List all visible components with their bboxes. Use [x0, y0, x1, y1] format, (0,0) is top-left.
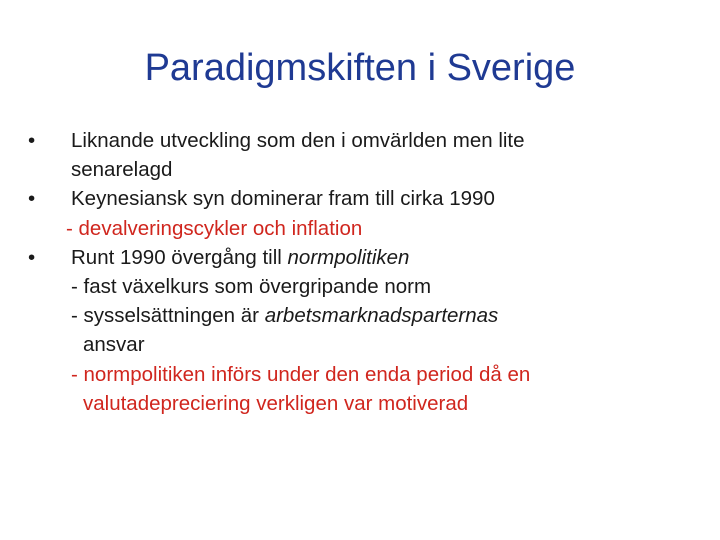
bullet-item-1-line-2 [28, 155, 688, 184]
bullet-icon [28, 243, 48, 272]
subpoint-text: - devalveringscykler och inflation [66, 216, 363, 240]
bullet-item-3-subline-3 [28, 360, 688, 389]
bullet-list [28, 126, 688, 418]
bullet-text: Runt 1990 övergång till [71, 245, 288, 269]
bullet-item-3-subline-2 [28, 301, 688, 330]
bullet-item-3-subline-1 [28, 272, 688, 301]
bullet-item-1-line-1 [28, 126, 688, 155]
bullet-item-2-subline [28, 214, 688, 243]
bullet-icon [28, 184, 48, 213]
slide-title: Paradigmskiften i Sverige [144, 47, 576, 89]
subpoint-text: - fast växelkurs som övergripande norm [71, 274, 432, 298]
emphasis-text: arbetsmarknadsparternas [264, 304, 499, 328]
subpoint-text: ansvar [83, 333, 145, 357]
emphasis-text: normpolitiken [287, 245, 410, 269]
bullet-text: Keynesiansk syn dominerar fram till cirka 1990 [71, 187, 495, 211]
bullet-item-3-line-1 [28, 243, 688, 272]
subpoint-text: - normpolitiken införs under den enda period då en [71, 362, 531, 386]
bullet-text: senarelagd [71, 158, 173, 182]
subpoint-text: - sysselsättningen är [71, 304, 265, 328]
subpoint-text: valutadepreciering verkligen var motiverad [83, 391, 469, 415]
bullet-item-2-line-1 [28, 184, 688, 213]
bullet-item-3-subline-3-cont [28, 389, 688, 418]
bullet-text: Liknande utveckling som den i omvärlden men lite [71, 129, 525, 152]
bullet-item-3-subline-2-cont [28, 330, 688, 359]
bullet-icon [28, 126, 48, 155]
